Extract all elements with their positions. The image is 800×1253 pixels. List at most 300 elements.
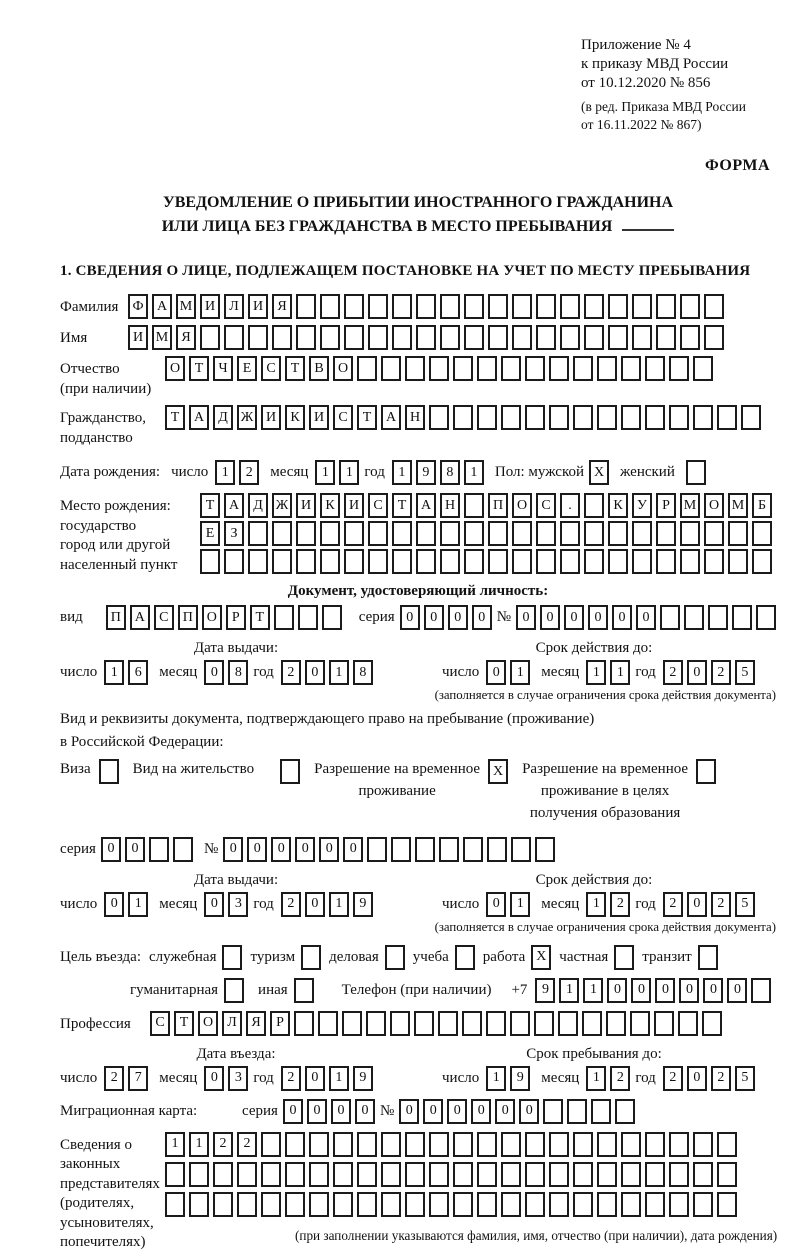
char-cell[interactable]: [224, 325, 244, 350]
char-cell[interactable]: [615, 1099, 635, 1124]
char-cell[interactable]: [392, 294, 412, 319]
char-cell[interactable]: [344, 325, 364, 350]
char-cell[interactable]: А: [189, 405, 209, 430]
char-cell[interactable]: [752, 549, 772, 574]
char-cell[interactable]: 0: [355, 1099, 375, 1124]
char-cell[interactable]: [296, 521, 316, 546]
edu-permit-checkbox[interactable]: [696, 759, 716, 784]
char-cell[interactable]: Н: [405, 405, 425, 430]
char-cell[interactable]: 1: [586, 660, 606, 685]
char-cell[interactable]: [391, 837, 411, 862]
char-cell[interactable]: [693, 405, 713, 430]
purpose-private-checkbox[interactable]: [614, 945, 634, 970]
char-cell[interactable]: [309, 1192, 329, 1217]
char-cell[interactable]: [660, 605, 680, 630]
char-cell[interactable]: 9: [416, 460, 436, 485]
char-cell[interactable]: 0: [204, 1066, 224, 1091]
char-cell[interactable]: 1: [329, 660, 349, 685]
char-cell[interactable]: 7: [128, 1066, 148, 1091]
char-cell[interactable]: [582, 1011, 602, 1036]
char-cell[interactable]: 1: [215, 460, 235, 485]
char-cell[interactable]: [621, 1162, 641, 1187]
char-cell[interactable]: И: [248, 294, 268, 319]
purpose-humanitarian-checkbox[interactable]: [224, 978, 244, 1003]
char-cell[interactable]: К: [285, 405, 305, 430]
char-cell[interactable]: [414, 1011, 434, 1036]
char-cell[interactable]: [501, 405, 521, 430]
char-cell[interactable]: [415, 837, 435, 862]
char-cell[interactable]: [573, 356, 593, 381]
char-cell[interactable]: [390, 1011, 410, 1036]
char-cell[interactable]: [512, 521, 532, 546]
char-cell[interactable]: 2: [711, 892, 731, 917]
char-cell[interactable]: 5: [735, 660, 755, 685]
char-cell[interactable]: 0: [423, 1099, 443, 1124]
char-cell[interactable]: [487, 837, 507, 862]
char-cell[interactable]: [462, 1011, 482, 1036]
char-cell[interactable]: А: [416, 493, 436, 518]
char-cell[interactable]: [501, 1132, 521, 1157]
char-cell[interactable]: Я: [272, 294, 292, 319]
char-cell[interactable]: Л: [222, 1011, 242, 1036]
char-cell[interactable]: [368, 325, 388, 350]
char-cell[interactable]: 2: [281, 660, 301, 685]
char-cell[interactable]: [704, 294, 724, 319]
char-cell[interactable]: [680, 549, 700, 574]
char-cell[interactable]: [294, 1011, 314, 1036]
char-cell[interactable]: [440, 294, 460, 319]
residence-permit-checkbox[interactable]: [280, 759, 300, 784]
char-cell[interactable]: И: [309, 405, 329, 430]
char-cell[interactable]: [752, 521, 772, 546]
char-cell[interactable]: 0: [271, 837, 291, 862]
char-cell[interactable]: 5: [735, 1066, 755, 1091]
char-cell[interactable]: Т: [392, 493, 412, 518]
char-cell[interactable]: Е: [237, 356, 257, 381]
char-cell[interactable]: [165, 1192, 185, 1217]
char-cell[interactable]: 1: [583, 978, 603, 1003]
char-cell[interactable]: [381, 356, 401, 381]
char-cell[interactable]: Т: [189, 356, 209, 381]
char-cell[interactable]: Д: [213, 405, 233, 430]
char-cell[interactable]: [309, 1162, 329, 1187]
char-cell[interactable]: Е: [200, 521, 220, 546]
char-cell[interactable]: О: [202, 605, 222, 630]
char-cell[interactable]: [272, 549, 292, 574]
char-cell[interactable]: [645, 1132, 665, 1157]
char-cell[interactable]: 0: [486, 660, 506, 685]
char-cell[interactable]: [464, 521, 484, 546]
char-cell[interactable]: [728, 521, 748, 546]
char-cell[interactable]: [525, 1162, 545, 1187]
char-cell[interactable]: [597, 1132, 617, 1157]
char-cell[interactable]: [453, 356, 473, 381]
char-cell[interactable]: [416, 521, 436, 546]
char-cell[interactable]: [318, 1011, 338, 1036]
char-cell[interactable]: [684, 605, 704, 630]
char-cell[interactable]: 1: [464, 460, 484, 485]
char-cell[interactable]: 5: [735, 892, 755, 917]
char-cell[interactable]: .: [560, 493, 580, 518]
char-cell[interactable]: [165, 1162, 185, 1187]
char-cell[interactable]: [357, 356, 377, 381]
char-cell[interactable]: [464, 294, 484, 319]
char-cell[interactable]: [543, 1099, 563, 1124]
char-cell[interactable]: М: [728, 493, 748, 518]
char-cell[interactable]: [525, 1192, 545, 1217]
char-cell[interactable]: [621, 1132, 641, 1157]
char-cell[interactable]: 9: [353, 1066, 373, 1091]
char-cell[interactable]: [416, 294, 436, 319]
char-cell[interactable]: [693, 356, 713, 381]
char-cell[interactable]: [606, 1011, 626, 1036]
char-cell[interactable]: П: [106, 605, 126, 630]
char-cell[interactable]: 0: [636, 605, 656, 630]
char-cell[interactable]: П: [488, 493, 508, 518]
char-cell[interactable]: 9: [535, 978, 555, 1003]
char-cell[interactable]: 2: [237, 1132, 257, 1157]
char-cell[interactable]: 0: [447, 1099, 467, 1124]
char-cell[interactable]: [357, 1192, 377, 1217]
char-cell[interactable]: [645, 356, 665, 381]
char-cell[interactable]: [645, 405, 665, 430]
char-cell[interactable]: [357, 1162, 377, 1187]
char-cell[interactable]: [512, 549, 532, 574]
char-cell[interactable]: 0: [540, 605, 560, 630]
char-cell[interactable]: 2: [663, 892, 683, 917]
char-cell[interactable]: Т: [357, 405, 377, 430]
char-cell[interactable]: 2: [239, 460, 259, 485]
char-cell[interactable]: 2: [213, 1132, 233, 1157]
char-cell[interactable]: 0: [319, 837, 339, 862]
char-cell[interactable]: 1: [329, 892, 349, 917]
temp-permit-checkbox[interactable]: X: [488, 759, 508, 784]
char-cell[interactable]: [405, 1132, 425, 1157]
char-cell[interactable]: [438, 1011, 458, 1036]
char-cell[interactable]: Т: [285, 356, 305, 381]
char-cell[interactable]: [213, 1162, 233, 1187]
char-cell[interactable]: [272, 521, 292, 546]
char-cell[interactable]: [322, 605, 342, 630]
char-cell[interactable]: [453, 1132, 473, 1157]
char-cell[interactable]: [669, 356, 689, 381]
char-cell[interactable]: 0: [305, 892, 325, 917]
char-cell[interactable]: [525, 1132, 545, 1157]
char-cell[interactable]: Т: [165, 405, 185, 430]
char-cell[interactable]: Р: [656, 493, 676, 518]
char-cell[interactable]: [608, 325, 628, 350]
char-cell[interactable]: Р: [270, 1011, 290, 1036]
char-cell[interactable]: М: [680, 493, 700, 518]
char-cell[interactable]: [654, 1011, 674, 1036]
char-cell[interactable]: [189, 1162, 209, 1187]
char-cell[interactable]: [645, 1162, 665, 1187]
char-cell[interactable]: 0: [687, 660, 707, 685]
char-cell[interactable]: 3: [228, 892, 248, 917]
char-cell[interactable]: 0: [472, 605, 492, 630]
char-cell[interactable]: 9: [353, 892, 373, 917]
char-cell[interactable]: [296, 549, 316, 574]
char-cell[interactable]: [381, 1132, 401, 1157]
char-cell[interactable]: 1: [510, 660, 530, 685]
char-cell[interactable]: М: [152, 325, 172, 350]
char-cell[interactable]: 0: [631, 978, 651, 1003]
char-cell[interactable]: 1: [189, 1132, 209, 1157]
char-cell[interactable]: [584, 549, 604, 574]
char-cell[interactable]: [261, 1132, 281, 1157]
char-cell[interactable]: [464, 549, 484, 574]
char-cell[interactable]: [717, 1162, 737, 1187]
char-cell[interactable]: 0: [223, 837, 243, 862]
char-cell[interactable]: [573, 1162, 593, 1187]
char-cell[interactable]: [224, 549, 244, 574]
char-cell[interactable]: И: [200, 294, 220, 319]
purpose-work-checkbox[interactable]: X: [531, 945, 551, 970]
char-cell[interactable]: [621, 356, 641, 381]
char-cell[interactable]: [732, 605, 752, 630]
char-cell[interactable]: 1: [510, 892, 530, 917]
char-cell[interactable]: [597, 405, 617, 430]
char-cell[interactable]: [704, 549, 724, 574]
char-cell[interactable]: 0: [471, 1099, 491, 1124]
char-cell[interactable]: [591, 1099, 611, 1124]
char-cell[interactable]: 0: [104, 892, 124, 917]
char-cell[interactable]: [344, 294, 364, 319]
purpose-study-checkbox[interactable]: [455, 945, 475, 970]
char-cell[interactable]: [558, 1011, 578, 1036]
char-cell[interactable]: 1: [559, 978, 579, 1003]
char-cell[interactable]: 2: [281, 1066, 301, 1091]
char-cell[interactable]: 0: [564, 605, 584, 630]
char-cell[interactable]: [549, 356, 569, 381]
char-cell[interactable]: П: [178, 605, 198, 630]
char-cell[interactable]: [597, 356, 617, 381]
char-cell[interactable]: 0: [204, 660, 224, 685]
char-cell[interactable]: С: [536, 493, 556, 518]
char-cell[interactable]: У: [632, 493, 652, 518]
char-cell[interactable]: [680, 521, 700, 546]
char-cell[interactable]: 2: [663, 1066, 683, 1091]
char-cell[interactable]: [608, 549, 628, 574]
char-cell[interactable]: [429, 1132, 449, 1157]
char-cell[interactable]: [584, 294, 604, 319]
char-cell[interactable]: [274, 605, 294, 630]
char-cell[interactable]: [717, 1192, 737, 1217]
char-cell[interactable]: 1: [586, 892, 606, 917]
char-cell[interactable]: [549, 1132, 569, 1157]
char-cell[interactable]: 1: [392, 460, 412, 485]
char-cell[interactable]: [535, 837, 555, 862]
char-cell[interactable]: М: [176, 294, 196, 319]
char-cell[interactable]: 1: [315, 460, 335, 485]
char-cell[interactable]: [405, 356, 425, 381]
char-cell[interactable]: [621, 1192, 641, 1217]
char-cell[interactable]: [632, 325, 652, 350]
char-cell[interactable]: [632, 521, 652, 546]
char-cell[interactable]: [237, 1162, 257, 1187]
char-cell[interactable]: [549, 1192, 569, 1217]
char-cell[interactable]: Ч: [213, 356, 233, 381]
char-cell[interactable]: О: [198, 1011, 218, 1036]
char-cell[interactable]: [656, 325, 676, 350]
char-cell[interactable]: [367, 837, 387, 862]
char-cell[interactable]: 0: [588, 605, 608, 630]
char-cell[interactable]: [200, 549, 220, 574]
char-cell[interactable]: [333, 1162, 353, 1187]
char-cell[interactable]: [416, 325, 436, 350]
purpose-transit-checkbox[interactable]: [698, 945, 718, 970]
char-cell[interactable]: 2: [104, 1066, 124, 1091]
char-cell[interactable]: [704, 325, 724, 350]
char-cell[interactable]: [368, 549, 388, 574]
char-cell[interactable]: 0: [448, 605, 468, 630]
char-cell[interactable]: [237, 1192, 257, 1217]
char-cell[interactable]: 0: [687, 1066, 707, 1091]
char-cell[interactable]: [669, 405, 689, 430]
char-cell[interactable]: [261, 1192, 281, 1217]
char-cell[interactable]: [342, 1011, 362, 1036]
char-cell[interactable]: [525, 356, 545, 381]
char-cell[interactable]: [173, 837, 193, 862]
char-cell[interactable]: И: [261, 405, 281, 430]
char-cell[interactable]: [296, 294, 316, 319]
char-cell[interactable]: [429, 405, 449, 430]
char-cell[interactable]: [248, 521, 268, 546]
char-cell[interactable]: [439, 837, 459, 862]
char-cell[interactable]: [309, 1132, 329, 1157]
char-cell[interactable]: [693, 1192, 713, 1217]
char-cell[interactable]: С: [368, 493, 388, 518]
char-cell[interactable]: [534, 1011, 554, 1036]
char-cell[interactable]: [632, 294, 652, 319]
char-cell[interactable]: Ф: [128, 294, 148, 319]
sex-male-checkbox[interactable]: X: [589, 460, 609, 485]
char-cell[interactable]: [560, 549, 580, 574]
char-cell[interactable]: 2: [281, 892, 301, 917]
char-cell[interactable]: Ж: [237, 405, 257, 430]
char-cell[interactable]: 0: [612, 605, 632, 630]
char-cell[interactable]: [597, 1192, 617, 1217]
char-cell[interactable]: [693, 1162, 713, 1187]
char-cell[interactable]: [608, 521, 628, 546]
char-cell[interactable]: [344, 521, 364, 546]
char-cell[interactable]: 1: [104, 660, 124, 685]
char-cell[interactable]: Т: [250, 605, 270, 630]
char-cell[interactable]: [680, 294, 700, 319]
purpose-other-checkbox[interactable]: [294, 978, 314, 1003]
char-cell[interactable]: [368, 521, 388, 546]
char-cell[interactable]: [320, 325, 340, 350]
char-cell[interactable]: [296, 325, 316, 350]
char-cell[interactable]: [488, 521, 508, 546]
char-cell[interactable]: [741, 405, 761, 430]
char-cell[interactable]: 8: [353, 660, 373, 685]
char-cell[interactable]: 3: [228, 1066, 248, 1091]
char-cell[interactable]: 0: [424, 605, 444, 630]
char-cell[interactable]: О: [165, 356, 185, 381]
char-cell[interactable]: 0: [519, 1099, 539, 1124]
char-cell[interactable]: Л: [224, 294, 244, 319]
char-cell[interactable]: [298, 605, 318, 630]
char-cell[interactable]: [597, 1162, 617, 1187]
char-cell[interactable]: [693, 1132, 713, 1157]
char-cell[interactable]: [584, 521, 604, 546]
char-cell[interactable]: Ж: [272, 493, 292, 518]
char-cell[interactable]: [405, 1192, 425, 1217]
visa-checkbox[interactable]: [99, 759, 119, 784]
char-cell[interactable]: К: [608, 493, 628, 518]
char-cell[interactable]: [560, 521, 580, 546]
char-cell[interactable]: [708, 605, 728, 630]
char-cell[interactable]: С: [261, 356, 281, 381]
char-cell[interactable]: [285, 1162, 305, 1187]
char-cell[interactable]: 0: [305, 660, 325, 685]
char-cell[interactable]: [488, 294, 508, 319]
char-cell[interactable]: [488, 549, 508, 574]
purpose-official-checkbox[interactable]: [222, 945, 242, 970]
char-cell[interactable]: 1: [165, 1132, 185, 1157]
char-cell[interactable]: [536, 549, 556, 574]
char-cell[interactable]: 2: [711, 660, 731, 685]
char-cell[interactable]: И: [296, 493, 316, 518]
char-cell[interactable]: [261, 1162, 281, 1187]
char-cell[interactable]: [573, 1192, 593, 1217]
char-cell[interactable]: 2: [711, 1066, 731, 1091]
char-cell[interactable]: А: [130, 605, 150, 630]
char-cell[interactable]: [248, 325, 268, 350]
char-cell[interactable]: [488, 325, 508, 350]
char-cell[interactable]: В: [309, 356, 329, 381]
char-cell[interactable]: 0: [343, 837, 363, 862]
char-cell[interactable]: 0: [679, 978, 699, 1003]
char-cell[interactable]: [584, 325, 604, 350]
char-cell[interactable]: 2: [610, 1066, 630, 1091]
char-cell[interactable]: [608, 294, 628, 319]
char-cell[interactable]: 1: [586, 1066, 606, 1091]
char-cell[interactable]: [512, 325, 532, 350]
char-cell[interactable]: [560, 325, 580, 350]
char-cell[interactable]: 8: [440, 460, 460, 485]
char-cell[interactable]: 0: [305, 1066, 325, 1091]
char-cell[interactable]: Р: [226, 605, 246, 630]
char-cell[interactable]: [669, 1192, 689, 1217]
char-cell[interactable]: [320, 294, 340, 319]
char-cell[interactable]: [501, 356, 521, 381]
char-cell[interactable]: 0: [687, 892, 707, 917]
char-cell[interactable]: О: [333, 356, 353, 381]
char-cell[interactable]: С: [333, 405, 353, 430]
char-cell[interactable]: 6: [128, 660, 148, 685]
char-cell[interactable]: Я: [176, 325, 196, 350]
char-cell[interactable]: [477, 1162, 497, 1187]
char-cell[interactable]: Я: [246, 1011, 266, 1036]
purpose-business-checkbox[interactable]: [385, 945, 405, 970]
char-cell[interactable]: [368, 294, 388, 319]
char-cell[interactable]: [429, 1192, 449, 1217]
char-cell[interactable]: [272, 325, 292, 350]
char-cell[interactable]: [463, 837, 483, 862]
char-cell[interactable]: [525, 405, 545, 430]
char-cell[interactable]: [511, 837, 531, 862]
char-cell[interactable]: [536, 325, 556, 350]
char-cell[interactable]: [656, 521, 676, 546]
char-cell[interactable]: Т: [200, 493, 220, 518]
char-cell[interactable]: [453, 405, 473, 430]
char-cell[interactable]: Н: [440, 493, 460, 518]
char-cell[interactable]: 2: [663, 660, 683, 685]
char-cell[interactable]: [486, 1011, 506, 1036]
char-cell[interactable]: [213, 1192, 233, 1217]
